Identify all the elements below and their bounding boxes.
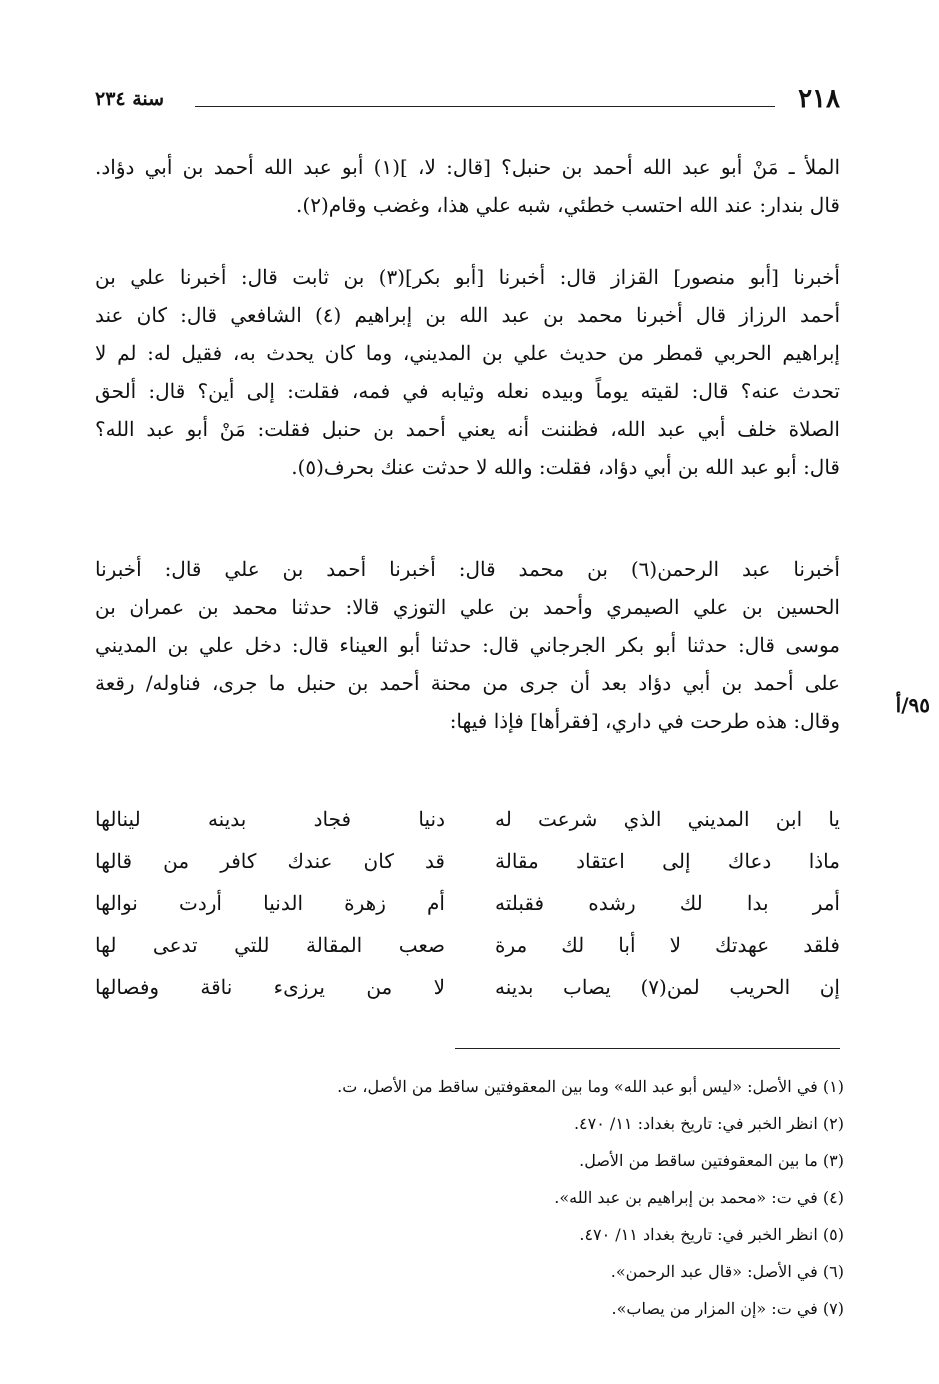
text-line: تحدث عنه؟ قال: لقيته يوماً وبيده نعله وثيابه في فمه، فقلت: إلى أين؟ قال: ألحق (95, 379, 840, 403)
page-header (95, 84, 840, 124)
verse-first-hemistich: إن الحريب لمن(٧) يصاب بدينه (495, 975, 840, 999)
verse-second-hemistich: لا من يرزىء ناقة وفصالها (95, 975, 445, 999)
footnote: (٧) في ت: «إن المزار من يصاب». (611, 1299, 844, 1318)
text-line: أخبرنا عبد الرحمن(٦) بن محمد قال: أخبرنا أحمد بن علي قال: أخبرنا (95, 557, 840, 581)
footnote: (٤) في ت: «محمد بن إبراهيم بن عبد الله». (554, 1188, 844, 1207)
poem-verse (95, 924, 840, 966)
poem-verse (95, 966, 840, 1008)
poem (95, 798, 840, 1008)
verse-second-hemistich: صعب المقالة للتي تدعى لها (95, 933, 445, 957)
footnote: (٣) ما بين المعقوفتين ساقط من الأصل. (579, 1151, 844, 1170)
text-line: قال بندار: عند الله احتسب خطئي، شبه علي هذا، وغضب وقام(٢). (296, 193, 840, 217)
verse-second-hemistich: دنيا فجاد بدينه لينالها (95, 807, 445, 831)
text-line: على أحمد بن أبي دؤاد بعد أن جرى من محنة أحمد بن حنبل ما جرى، فناوله/ رقعة (95, 671, 840, 695)
header-rule (195, 106, 775, 107)
footnote: (١) في الأصل: «ليس أبو عبد الله» وما بين المعقوفتين ساقط من الأصل، ت. (337, 1077, 844, 1096)
footnote: (٢) انظر الخبر في: تاريخ بغداد: ١١/ ٤٧٠. (573, 1114, 844, 1133)
text-line: أحمد الرزاز قال أخبرنا محمد بن عبد الله بن إبراهيم (٤) الشافعي قال: كان عند (95, 303, 841, 327)
text-line: إبراهيم الحربي قمطر من حديث علي بن المديني، وما كان يحدث به، فقيل له: لم لا (95, 341, 840, 365)
poem-verse (95, 882, 840, 924)
poem-verse (95, 840, 840, 882)
text-line: الصلاة خلف أبي عبد الله، فظننت أنه يعني أحمد بن حنبل فقلت: مَنْ أبو عبد الله؟ (95, 417, 840, 441)
poem-verse (95, 798, 840, 840)
text-line: الحسين بن علي الصيمري وأحمد بن علي التوزي قالا: حدثنا محمد بن عمران بن (95, 595, 840, 619)
footnote: (٥) انظر الخبر في: تاريخ بغداد ١١/ ٤٧٠. (579, 1225, 844, 1244)
verse-first-hemistich: أمر بدا لك رشده فقبلته (495, 891, 840, 915)
text-line: وقال: هذه طرحت في داري، [فقرأها] فإذا فيها: (449, 709, 840, 733)
text-line: الملأ ـ مَنْ أبو عبد الله أحمد بن حنبل؟ [قال: لا، ](١) أبو عبد الله أحمد بن أبي دؤاد. (95, 155, 841, 179)
paragraph-3 (95, 550, 840, 740)
verse-first-hemistich: فلقد عهدتك لا أبا لك مرة (495, 933, 840, 957)
folio-margin-note: ٩٥/أ (895, 693, 930, 717)
verse-second-hemistich: أم زهرة الدنيا أردت نوالها (95, 891, 445, 915)
footnotes (99, 1068, 844, 1327)
header-year: سنة ٢٣٤ (95, 88, 165, 110)
footnote: (٦) في الأصل: «قال عبد الرحمن». (610, 1262, 844, 1281)
verse-first-hemistich: ماذا دعاك إلى اعتقاد مقالة (495, 849, 840, 873)
text-line: موسى قال: حدثنا أبو بكر الجرجاني قال: حدثنا أبو العيناء قال: دخل علي بن المديني (95, 633, 840, 657)
text-line: أخبرنا [أبو منصور] القزاز قال: أخبرنا [أبو بكر](٣) بن ثابت قال: أخبرنا علي بن (95, 265, 840, 289)
paragraph-1 (95, 148, 840, 224)
footnote-rule (455, 1048, 840, 1049)
verse-first-hemistich: يا ابن المديني الذي شرعت له (495, 807, 840, 831)
page-number: ٢١٨ (798, 84, 840, 114)
text-line: قال: أبو عبد الله بن أبي دؤاد، فقلت: والله لا حدثت عنك بحرف(٥). (291, 455, 840, 479)
verse-second-hemistich: قد كان عندك كافر من قالها (95, 849, 445, 873)
paragraph-2 (95, 258, 840, 486)
